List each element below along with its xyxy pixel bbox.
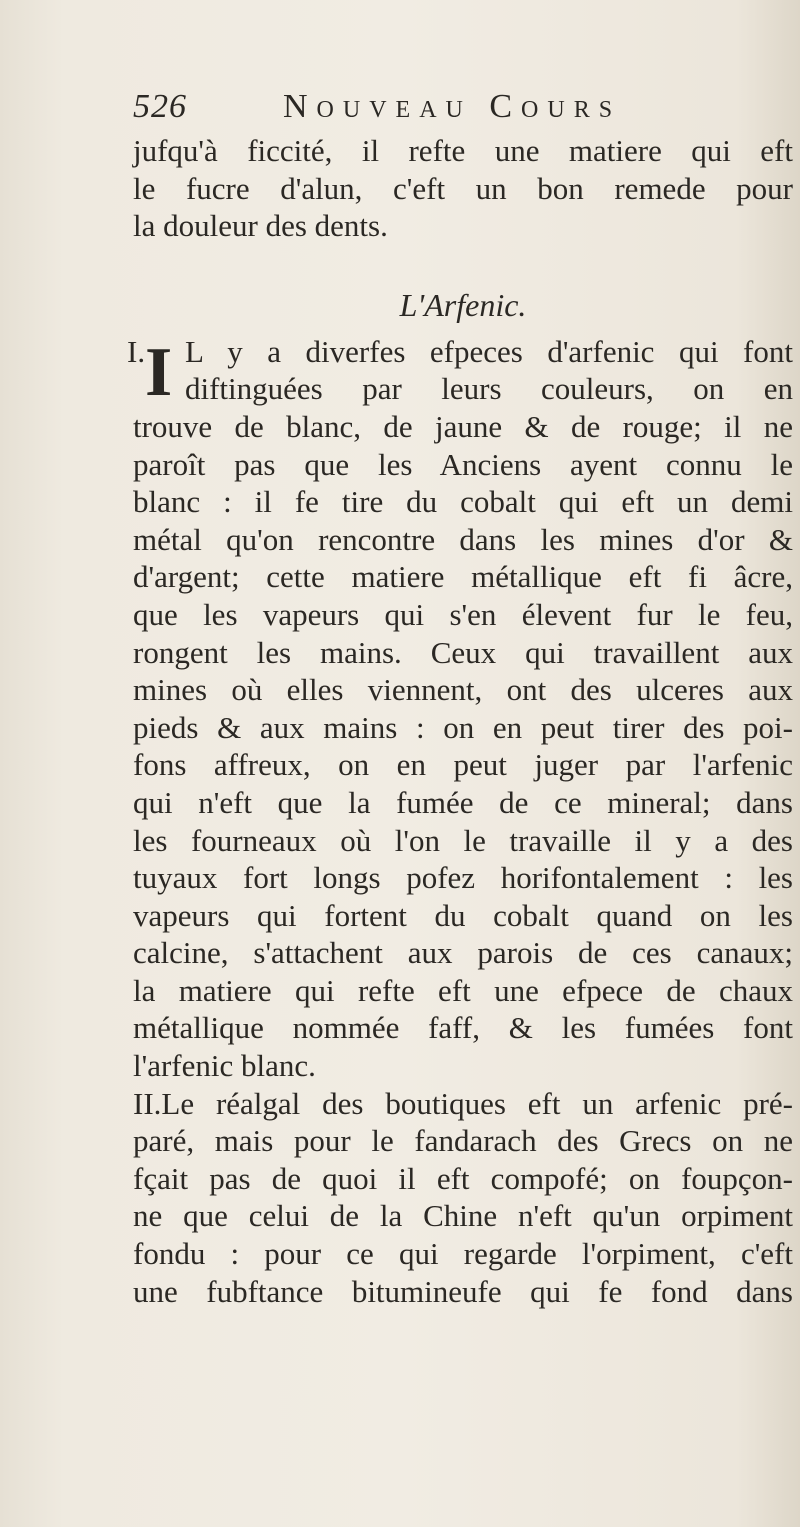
text-line: les fourneaux où l'on le travaille il y a des: [133, 822, 793, 858]
drop-cap: I: [145, 333, 173, 411]
text-line: qui n'eft que la fumée de ce mineral; dans: [133, 784, 793, 820]
text-line: fçait pas de quoi il eft compofé; on foupçon-: [133, 1160, 793, 1196]
text-line: la matiere qui refte eft une efpece de chaux: [133, 972, 793, 1008]
running-title: Nouveau Cours: [283, 88, 622, 125]
text-line: tuyaux fort longs pofez horifontalement : les: [133, 860, 793, 896]
page-number: 526: [133, 88, 187, 125]
text-line: le fucre d'alun, c'eft un bon remede pour: [133, 170, 793, 206]
text-line: jufqu'à ficcité, il refte une matiere qui eft: [133, 133, 793, 168]
text-line: paroît pas que les Anciens ayent connu le: [133, 446, 793, 482]
text-line: d'argent; cette matiere métallique eft fi âcre,: [133, 559, 793, 595]
paragraph-1-opening: [127, 333, 793, 411]
text-line: métallique nommée faff, & les fumées font: [133, 1010, 793, 1046]
text-line: diftinguées par leurs couleurs, on en: [185, 371, 793, 407]
text-line: la douleur des dents.: [133, 208, 388, 244]
text-line: que les vapeurs qui s'en élevent fur le feu,: [133, 596, 793, 632]
text-line: vapeurs qui fortent du cobalt quand on les: [133, 897, 793, 933]
text-line: une fubftance bitumineufe qui fe fond dans: [133, 1273, 793, 1309]
text-line: L y a diverfes efpeces d'arfenic qui font: [185, 333, 793, 369]
paragraph-number: I.: [127, 333, 146, 369]
text-line: calcine, s'attachent aux parois de ces canaux;: [133, 935, 793, 971]
text-line: blanc : il fe tire du cobalt qui eft un demi: [133, 484, 793, 520]
text-line: ne que celui de la Chine n'eft qu'un orpiment: [133, 1198, 793, 1234]
page-header: [133, 88, 773, 138]
text-line: fondu : pour ce qui regarde l'orpiment, c'eft: [133, 1236, 793, 1272]
text-line: II.Le réalgal des boutiques eft un arfenic pré-: [133, 1085, 793, 1121]
text-line: mines où elles viennent, ont des ulceres aux: [133, 672, 793, 708]
text-line: l'arfenic blanc.: [133, 1048, 316, 1084]
text-line: pieds & aux mains : on en peut tirer des poi-: [133, 709, 793, 745]
text-line: trouve de blanc, de jaune & de rouge; il ne: [133, 408, 793, 444]
text-line: paré, mais pour le fandarach des Grecs on ne: [133, 1123, 793, 1159]
section-title: L'Arfenic.: [399, 286, 527, 323]
spacer: [133, 245, 793, 283]
text-line: fons affreux, on en peut juger par l'arfenic: [133, 747, 793, 783]
text-block: [127, 132, 793, 1310]
text-line: métal qu'on rencontre dans les mines d'or &: [133, 521, 793, 557]
text-line: rongent les mains. Ceux qui travaillent aux: [133, 634, 793, 670]
